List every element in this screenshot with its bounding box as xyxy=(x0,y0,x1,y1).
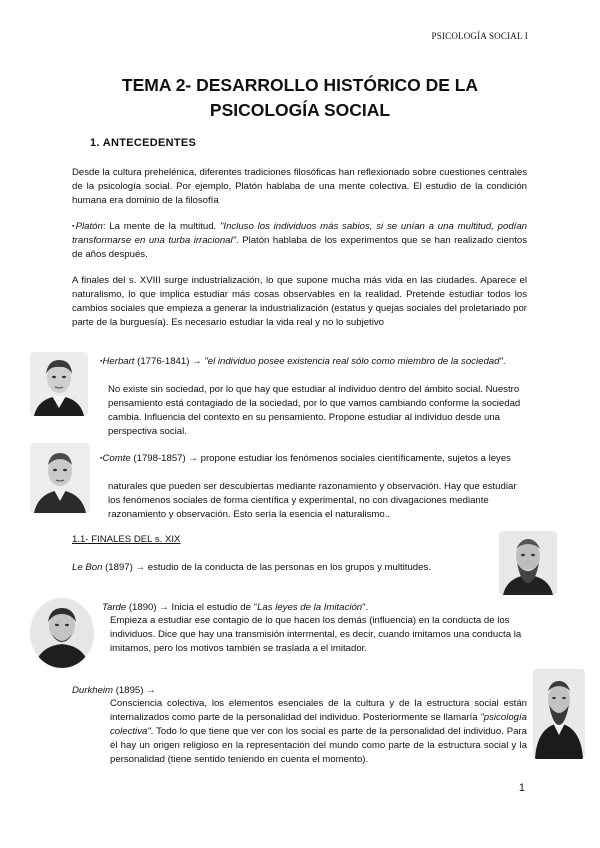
platon-text-2: . Platón hablaba de los experimentos que se han realizado cientos de años después. xyxy=(72,235,527,260)
bullet-icon: ▪ xyxy=(72,223,76,230)
herbart-quote: "el individuo posee existencia real sólo como miembro de la sociedad" xyxy=(204,356,503,367)
herbart-end: . xyxy=(502,356,506,367)
herbart-name: Herbart xyxy=(102,356,135,367)
siglo-xviii-paragraph: A finales del s. XVIII surge industrialización, lo que supone mucha más vida en las ciudades. Aparece el naturalismo, lo que implica estudiar más cosas observables en la realidad. Pretende estudiar todos los cambios sociales que empieza a generar la industrialización (estatus y quejas sociales del proletariado por parte de la burguesía). Es necesario estudiar la vida real y no lo subjetivo xyxy=(72,275,527,328)
herbart-dates: (1776-1841) → xyxy=(134,356,205,367)
running-header: PSICOLOGÍA SOCIAL I xyxy=(431,31,528,41)
tarde-lead-text: (1890) → Inicia el estudio de " xyxy=(126,602,258,613)
comte-lead xyxy=(100,452,527,466)
lebon-portrait xyxy=(499,531,557,595)
title-line-2: PSICOLOGÍA SOCIAL xyxy=(209,100,391,120)
herbart-body: No existe sin sociedad, por lo que hay que estudiar al individuo dentro del ámbito social. Nuestro pensamiento está contagiado de la sociedad, por lo que vamos cambiando conforme la sociedad cambia. Influencia del contexto en su pensamiento. Propone estudiar al individuo desde una perspectiva social. xyxy=(108,384,521,437)
comte-lead-text: (1798-1857) → propone estudiar los fenómenos sociales científicamente, sujetos a leyes xyxy=(130,453,511,464)
lebon-text: (1897) → estudio de la conducta de las personas en los grupos y multitudes. xyxy=(102,562,431,573)
comte-body: naturales que pueden ser descubiertas mediante razonamiento y observación. Hay que estudiar los fenómenos sociales de forma científica y experimental, no con divagaciones mediante razonamiento y observación. Esto sería la esencia el naturalismo.. xyxy=(108,481,517,520)
tarde-name: Tarde xyxy=(102,602,127,613)
durkheim-portrait xyxy=(533,669,585,759)
tarde-work: Las leyes de la Imitación xyxy=(257,602,363,613)
lebon-line xyxy=(72,561,492,575)
durkheim-lead xyxy=(72,684,512,698)
title-line-1: TEMA 2- DESARROLLO HISTÓRICO DE LA xyxy=(121,75,479,95)
platon-name: Platón xyxy=(75,221,103,232)
bullet-icon: ▪ xyxy=(100,358,103,365)
herbart-lead xyxy=(100,355,527,369)
intro-paragraph: Desde la cultura prehelénica, diferentes tradiciones filosóficas han reflexionado sobre cuestiones centrales de la psicología social. Por ejemplo, Platón hablaba de una mente colectiva. El estudio de la condición humana era dominio de la filosofía xyxy=(72,167,527,206)
subsection-heading: 1.1- FINALES DEL s. XIX xyxy=(72,534,181,545)
tarde-lead xyxy=(102,601,527,615)
comte-portrait xyxy=(30,443,90,513)
tarde-close: ". xyxy=(362,602,369,613)
platon-text-1: : La mente de la multitud. xyxy=(102,221,220,232)
durkheim-body-2: . Todo lo que tiene que ver con los social es parte de la personalidad del individuo. Para él hay un origen religioso en la representación del mundo como parte de la estructura social y la personalidad (tiene sentido teniendo en cuenta el momento). xyxy=(110,726,527,765)
lebon-name: Le Bon xyxy=(72,562,103,573)
platon-quote: "Incluso los individuos más sabios, si se unían a una multitud, podían transformarse en una turba irracional" xyxy=(72,221,528,246)
section-heading: 1. ANTECEDENTES xyxy=(90,137,197,149)
platon-paragraph xyxy=(72,220,527,262)
durkheim-body xyxy=(110,697,527,767)
tarde-portrait xyxy=(30,598,94,668)
bullet-icon: ▪ xyxy=(100,455,103,462)
durkheim-lead-text: (1895) → xyxy=(113,685,156,696)
herbart-portrait xyxy=(30,352,88,416)
durkheim-term: "psicología colectiva" xyxy=(110,712,527,737)
comte-name: Comte xyxy=(102,453,131,464)
page-title xyxy=(70,73,530,123)
durkheim-body-1: Consciencia colectiva, los elementos esenciales de la cultura y de la estructura social están internalizados como parte de la personalidad del individuo. Posteriormente se llamaría xyxy=(110,698,527,723)
page-number: 1 xyxy=(518,782,525,794)
tarde-body: Empieza a estudiar ese contagio de lo que hacen los demás (influencia) en la conducta de los individuos. Dice que hay una transmisión intermental, es decir, cuando imitamos una conducta la imitamos, pero los motivos también se traslada a el imitador. xyxy=(110,615,522,654)
durkheim-name: Durkheim xyxy=(72,685,114,696)
